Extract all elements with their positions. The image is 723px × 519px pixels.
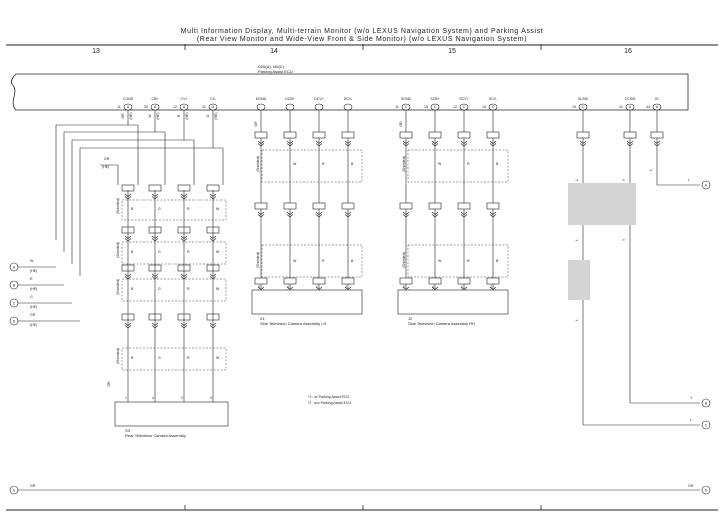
rear-camera-pin-number: 1 xyxy=(125,396,127,400)
ecu-pin-terminal xyxy=(286,104,294,110)
rh-connector-pin xyxy=(458,203,470,209)
title-line-1: Multi Information Display, Multi-terrain Monitor (w/o LEXUS Navigation System) and Parking Assist xyxy=(180,28,544,35)
ecu-pin-connector: A xyxy=(211,105,215,109)
ground-right-color: GR xyxy=(688,484,694,488)
rear-shield-color: W xyxy=(216,356,220,360)
shielded-label-3: (Shielded) xyxy=(116,279,120,295)
off-page-connector-id: C xyxy=(704,423,708,428)
ecu-pin-label: CV+ xyxy=(180,97,188,101)
ecu-pin-label: SCV+ xyxy=(459,97,469,101)
section-13: 13 xyxy=(92,48,100,55)
ecu-pin-label: CB+ xyxy=(151,97,159,101)
lh-camera-pin-number: 1 xyxy=(316,285,318,289)
left-off-page-color: GR xyxy=(30,313,36,317)
gr-branch-he: (HE) xyxy=(102,165,110,169)
ccsw-pin xyxy=(624,132,636,138)
rh-connector-pin xyxy=(487,132,499,138)
ecu-pin-connector: C xyxy=(462,105,466,109)
ecu-pin-label: DCV- xyxy=(343,97,353,101)
ecu-pin-terminal xyxy=(344,104,352,110)
ecu-pin-label: IG xyxy=(655,97,659,101)
lh-shield-color: R xyxy=(322,162,325,166)
ecu-pin-label: CV- xyxy=(210,97,216,101)
rear-shield-color: W xyxy=(216,207,220,211)
lh-camera-pin-number: 2 xyxy=(345,285,347,289)
lh-camera-pin-number: 4 xyxy=(287,285,289,289)
ecu-pin-connector: C xyxy=(433,105,437,109)
lh-connector-pin xyxy=(255,278,267,284)
left-off-page-color: G xyxy=(30,295,33,299)
rear-shield-color: R xyxy=(187,287,190,291)
rear-shield-color: B xyxy=(131,356,134,360)
off-page-connector-id: D xyxy=(12,319,16,324)
lh-connector-pin xyxy=(255,132,267,138)
lh-shield-color: W xyxy=(293,162,297,166)
lh-connector-pin xyxy=(313,203,325,209)
ecu-pin-label: CGND xyxy=(122,97,134,101)
off-page-connector-id: D xyxy=(704,488,708,493)
rear-shield-color: G xyxy=(158,287,161,291)
rear-shield-color: W xyxy=(216,250,220,254)
rh-connector-pin xyxy=(429,278,441,284)
rear-camera-pin-number: 2 xyxy=(181,396,183,400)
rear-camera-name: Rear Television Camera Assembly xyxy=(125,433,186,438)
rh-connector-pin xyxy=(400,203,412,209)
ecu-pin-connector: A xyxy=(655,105,659,109)
section-rulers xyxy=(6,44,718,510)
rear-wire-he: (HE) xyxy=(156,112,160,120)
off-page-connector-id: E xyxy=(12,488,16,493)
ecu-pin-connector: A xyxy=(126,105,130,109)
rear-camera-pin-number: 3 xyxy=(210,396,212,400)
ccsw-color: Y xyxy=(622,178,626,182)
ecu-pin-connector: A xyxy=(628,105,632,109)
ecu-pin-number: 30 xyxy=(144,105,148,109)
rear-shield-color: G xyxy=(158,207,161,211)
parking-assist-ecu xyxy=(11,64,688,110)
ecu-pin-number: 41 xyxy=(619,105,623,109)
rh-camera-pin-number: 4 xyxy=(432,285,434,289)
rear-camera-pin-number: 4 xyxy=(152,396,154,400)
lh-connector-pin xyxy=(284,203,296,209)
shielded-label-4: (Shielded) xyxy=(116,348,120,364)
ecu-pin-terminal xyxy=(257,104,265,110)
ecu-pin-terminal xyxy=(315,104,323,110)
ecu-pin-number: 15 xyxy=(424,105,428,109)
rear-shield-color: B xyxy=(131,250,134,254)
ecu-pin-connector: A xyxy=(182,105,186,109)
rear-shield-color: B xyxy=(131,207,134,211)
slsw-color: L xyxy=(575,319,579,321)
ecu-pin-number: 11 xyxy=(395,105,399,109)
off-page-connectors xyxy=(10,181,710,494)
rh-connector-pin xyxy=(429,132,441,138)
rh-shield-color: W xyxy=(438,259,442,263)
rear-shield-color: R xyxy=(187,207,190,211)
junction-block-2 xyxy=(568,260,590,300)
ecu-pin-label: DGND xyxy=(255,97,267,101)
slsw-right-color: L xyxy=(690,418,692,422)
lh-shield-color: R xyxy=(322,259,325,263)
ecu-pin-label: CCSW xyxy=(624,97,636,101)
slsw-color: L xyxy=(575,239,579,241)
ecu-pin-connector: A xyxy=(153,105,157,109)
ecu-pin-connector: C xyxy=(491,105,495,109)
shielded-label-2: (Shielded) xyxy=(116,242,120,258)
shielded-label-7: (Shielded) xyxy=(402,156,406,172)
junction-block-1 xyxy=(568,183,636,225)
lh-connector-pin xyxy=(342,132,354,138)
ecu-code: D26(A), I46(C) xyxy=(258,64,285,69)
rh-camera-pin-number: 5 xyxy=(403,285,405,289)
off-page-connector-id: B xyxy=(704,401,708,406)
shielded-label-1: (Shielded) xyxy=(116,198,120,214)
rear-shield-color: W xyxy=(216,287,220,291)
rear-shield-color: B xyxy=(131,287,134,291)
lh-wire-color: GR xyxy=(254,121,258,127)
rear-shield-color: G xyxy=(158,250,161,254)
rear-shield-color: G xyxy=(158,356,161,360)
off-page-connector-id: A xyxy=(12,265,16,270)
left-off-page-note: (HE) xyxy=(30,323,38,327)
rear-wire-he: (HE) xyxy=(185,112,189,120)
rear-bottom-color: GR xyxy=(107,381,111,387)
ccsw-right-color: Y xyxy=(690,396,693,400)
rh-shield-color: B xyxy=(496,162,499,166)
lh-camera-pin-number: 5 xyxy=(258,285,260,289)
rear-wire-he: (HE) xyxy=(214,112,218,120)
lh-shield-color: B xyxy=(351,162,354,166)
ecu-name: Parking Assist ECU xyxy=(258,69,293,74)
lh-connector-pin xyxy=(342,278,354,284)
rear-wire-color: W xyxy=(148,114,152,118)
rh-connector-pin xyxy=(400,278,412,284)
left-off-page-note: (HE) xyxy=(30,305,38,309)
rh-connector-pin xyxy=(458,132,470,138)
lh-shield-color: W xyxy=(293,259,297,263)
ecu-pin-label: SLSW xyxy=(578,97,588,101)
rh-camera-code: J2 xyxy=(408,316,413,321)
section-15: 15 xyxy=(448,48,456,55)
lh-shield-color: B xyxy=(351,259,354,263)
rh-shield-color: W xyxy=(438,162,442,166)
lh-camera-name: Side Television Camera Assembly LH xyxy=(260,321,327,326)
shielded-boxes xyxy=(122,150,508,370)
ecu-pin-number: 12 xyxy=(173,105,177,109)
ecu-pin-connector: C xyxy=(404,105,408,109)
rear-wire-he: (HE) xyxy=(129,112,133,120)
ig-right-color: L xyxy=(688,178,690,182)
rear-wire-color: GR xyxy=(121,113,125,119)
legend-1: *1 : w/ Parking Assist ECU xyxy=(308,395,350,399)
slsw-pin xyxy=(577,132,589,138)
rh-connector-pin xyxy=(487,203,499,209)
gr-branch-color: GR xyxy=(104,157,110,161)
off-page-connector-id: B xyxy=(12,283,16,288)
rear-camera-code: S3 xyxy=(125,428,130,433)
ground-wire-color: GR xyxy=(30,484,36,488)
rh-camera-assembly xyxy=(398,290,508,326)
ecu-pin-number: 31 xyxy=(202,105,206,109)
rear-camera-assembly xyxy=(115,402,228,438)
rh-shield-color: B xyxy=(496,259,499,263)
rh-connector-pin xyxy=(458,278,470,284)
ecu-pin-number: 10 xyxy=(572,105,576,109)
left-off-page-note: (HE) xyxy=(30,287,38,291)
rh-camera-name: Side Television Camera Assembly RH xyxy=(408,321,476,326)
rh-shield-color: R xyxy=(467,259,470,263)
rear-shield-color: R xyxy=(187,356,190,360)
lh-camera-assembly xyxy=(252,290,362,326)
left-off-page-color: R xyxy=(30,277,33,281)
ig-color: L xyxy=(649,169,653,171)
ecu-pin-label: SCB+ xyxy=(430,97,440,101)
legend-2: *2 : w/o Parking Assist ECU xyxy=(308,401,351,405)
ecu-pin-label: DCV+ xyxy=(314,97,324,101)
rear-wire-color: G xyxy=(206,114,210,118)
slsw-color: L xyxy=(575,179,579,181)
ecu-pin-connector: C xyxy=(581,105,585,109)
rh-camera-pin-number: 1 xyxy=(461,285,463,289)
off-page-connector-id: A xyxy=(704,183,708,188)
rh-connector-pin xyxy=(400,132,412,138)
ecu-pin-label: DCB+ xyxy=(285,97,295,101)
left-off-page-note: (HE) xyxy=(30,269,38,273)
ig-pin xyxy=(651,132,663,138)
shielded-label-5: (Shielded) xyxy=(256,156,260,172)
ecu-pin-number: 11 xyxy=(117,105,121,109)
ecu-pin-label: SCV- xyxy=(488,97,498,101)
rh-connector-pin xyxy=(429,203,441,209)
lh-connector-pin xyxy=(284,132,296,138)
lh-connector-pin xyxy=(313,278,325,284)
rh-wire-color: GR xyxy=(399,121,403,127)
rear-shield-color: R xyxy=(187,250,190,254)
ecu-pin-number: 16 xyxy=(482,105,486,109)
lh-connector-pin xyxy=(255,203,267,209)
shielded-label-8: (Shielded) xyxy=(402,252,406,268)
ecu-pin-number: 12 xyxy=(453,105,457,109)
section-14: 14 xyxy=(270,48,278,55)
ecu-pin-label: SGND xyxy=(400,97,412,101)
off-page-connector-id: C xyxy=(12,301,16,306)
rh-shield-color: R xyxy=(467,162,470,166)
lh-connector-pin xyxy=(342,203,354,209)
ecu-pin-number: 44 xyxy=(646,105,650,109)
lh-connector-pin xyxy=(284,278,296,284)
rh-connector-pin xyxy=(487,278,499,284)
lh-camera-code: K1 xyxy=(260,316,265,321)
shielded-label-6: (Shielded) xyxy=(256,252,260,268)
title-line-2: (Rear View Monitor and Wide-View Front & Side Monitor) (w/o LEXUS Navigation System) xyxy=(196,36,528,43)
section-16: 16 xyxy=(624,48,632,55)
lh-connector-pin xyxy=(313,132,325,138)
left-off-page-color: W xyxy=(30,259,34,263)
rear-wire-color: R xyxy=(177,114,181,118)
ccsw-color: Y xyxy=(622,238,626,242)
rh-camera-pin-number: 2 xyxy=(490,285,492,289)
